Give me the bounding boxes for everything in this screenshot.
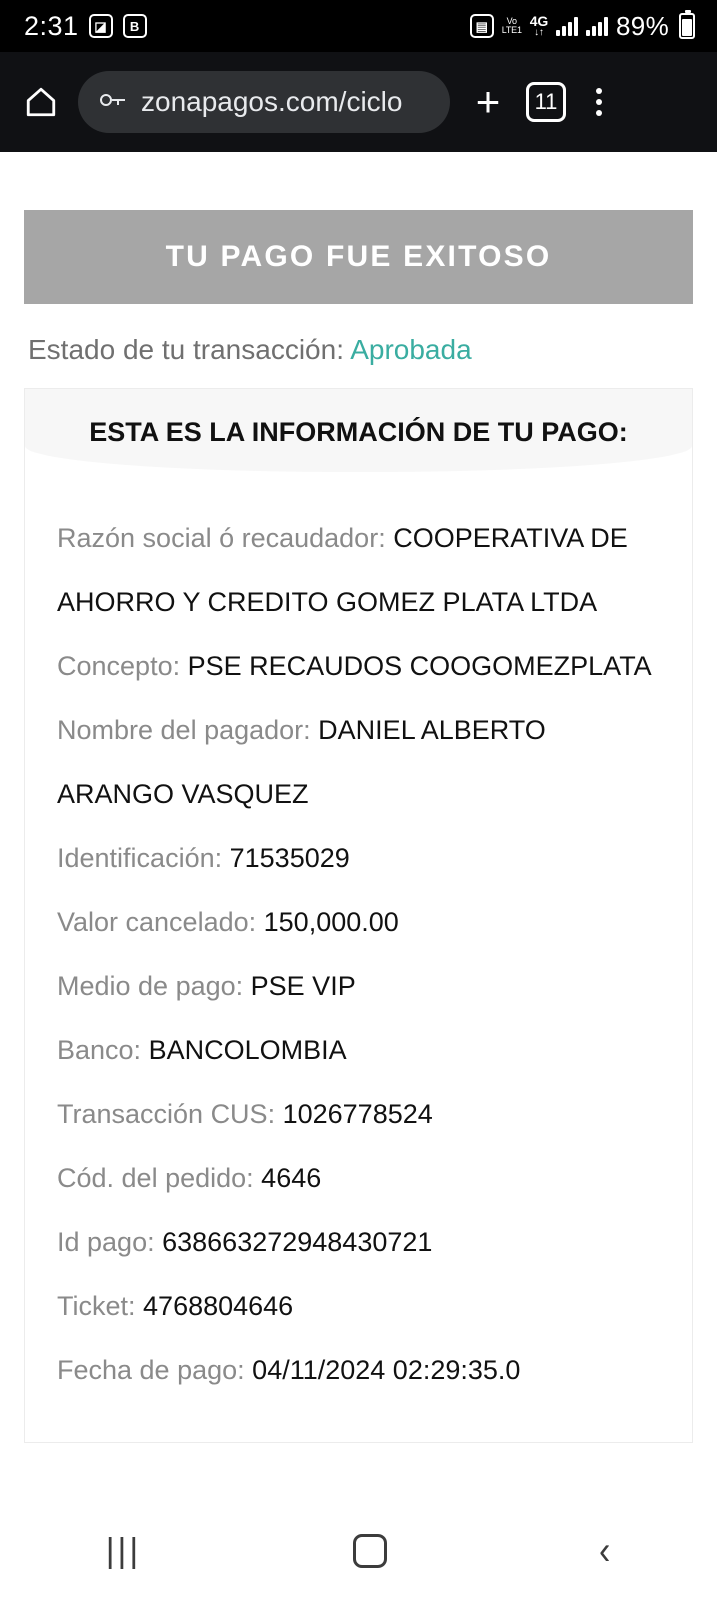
signal-bars-sim1-icon [556,16,578,36]
field-label: Nombre del pagador: [57,715,311,745]
field-label: Concepto: [57,651,181,681]
home-icon[interactable] [18,79,64,125]
field-row [57,698,660,826]
data-arrows-label: ↓↑ [534,26,544,38]
new-tab-button[interactable]: + [475,78,501,125]
field-value: PSE VIP [250,971,356,1001]
field-value: 4646 [261,1163,322,1193]
field-label: Ticket: [57,1291,136,1321]
payment-info-fields [25,472,692,1442]
field-label: Valor cancelado: [57,907,257,937]
field-row [57,1018,660,1082]
field-label: Fecha de pago: [57,1355,245,1385]
field-value: 150,000.00 [263,907,399,937]
field-row [57,954,660,1018]
field-row [57,1082,660,1146]
battery-icon [679,13,695,39]
field-value: PSE RECAUDOS COOGOMEZPLATA [187,651,652,681]
field-value: 71535029 [229,843,350,873]
field-row [57,634,660,698]
volte-icon [502,17,522,35]
field-label: Banco: [57,1035,142,1065]
browser-toolbar [0,52,717,152]
field-label: Medio de pago: [57,971,244,1001]
page-info-icon[interactable] [98,89,128,116]
success-banner: TU PAGO FUE EXITOSO [24,210,693,304]
back-button[interactable]: ‹ [598,1529,611,1573]
page-content [0,152,717,1502]
status-bar-right [470,11,695,42]
field-row [57,1146,660,1210]
field-row [57,506,660,634]
status-bar-left [24,11,147,42]
address-bar[interactable] [78,71,450,133]
transaction-status-label: Estado de tu transacción: [28,334,344,365]
status-clock: 2:31 [24,10,79,41]
field-label: Cód. del pedido: [57,1163,254,1193]
bixby-icon: B [123,14,147,38]
url-text: zonapagos.com/ciclo [141,86,403,117]
payment-info-title: ESTA ES LA INFORMACIÓN DE TU PAGO: [25,389,692,472]
transaction-status-value: Aprobada [350,334,472,365]
field-value: 04/11/2024 02:29:35.0 [252,1355,521,1385]
home-square-icon[interactable] [353,1534,387,1568]
field-row [57,826,660,890]
field-row [57,1338,660,1402]
battery-percent-label: 89% [616,10,669,41]
field-row [57,1274,660,1338]
volte-lte-label: LTE1 [501,25,522,35]
signal-bars-sim2-icon [586,16,608,36]
transaction-status [28,334,689,366]
system-navigation-bar [0,1502,717,1600]
field-value: 638663272948430721 [162,1227,433,1257]
status-bar [0,0,717,52]
field-value: DANIEL ALBERTO ARANGO VASQUEZ [57,715,546,809]
field-value: BANCOLOMBIA [148,1035,347,1065]
field-row [57,1210,660,1274]
field-value: 1026778524 [282,1099,433,1129]
payment-info-card [24,388,693,1443]
more-vertical-icon[interactable] [580,88,618,116]
field-label: Identificación: [57,843,223,873]
field-label: Transacción CUS: [57,1099,276,1129]
field-row [57,890,660,954]
sim-icon: ▤ [470,14,494,38]
volte-vo-label: Vo [506,16,517,26]
tab-switcher-button[interactable]: 11 [526,82,566,122]
field-value: 4768804646 [143,1291,294,1321]
network-type-label: 4G [529,12,549,29]
field-value: COOPERATIVA DE AHORRO Y CREDITO GOMEZ PLATA LTDA [57,523,628,617]
field-label: Id pago: [57,1227,155,1257]
network-type-icon [529,12,549,38]
recents-button[interactable]: ||| [105,1532,142,1570]
camera-off-icon: ◪ [89,14,113,38]
field-label: Razón social ó recaudador: [57,523,386,553]
